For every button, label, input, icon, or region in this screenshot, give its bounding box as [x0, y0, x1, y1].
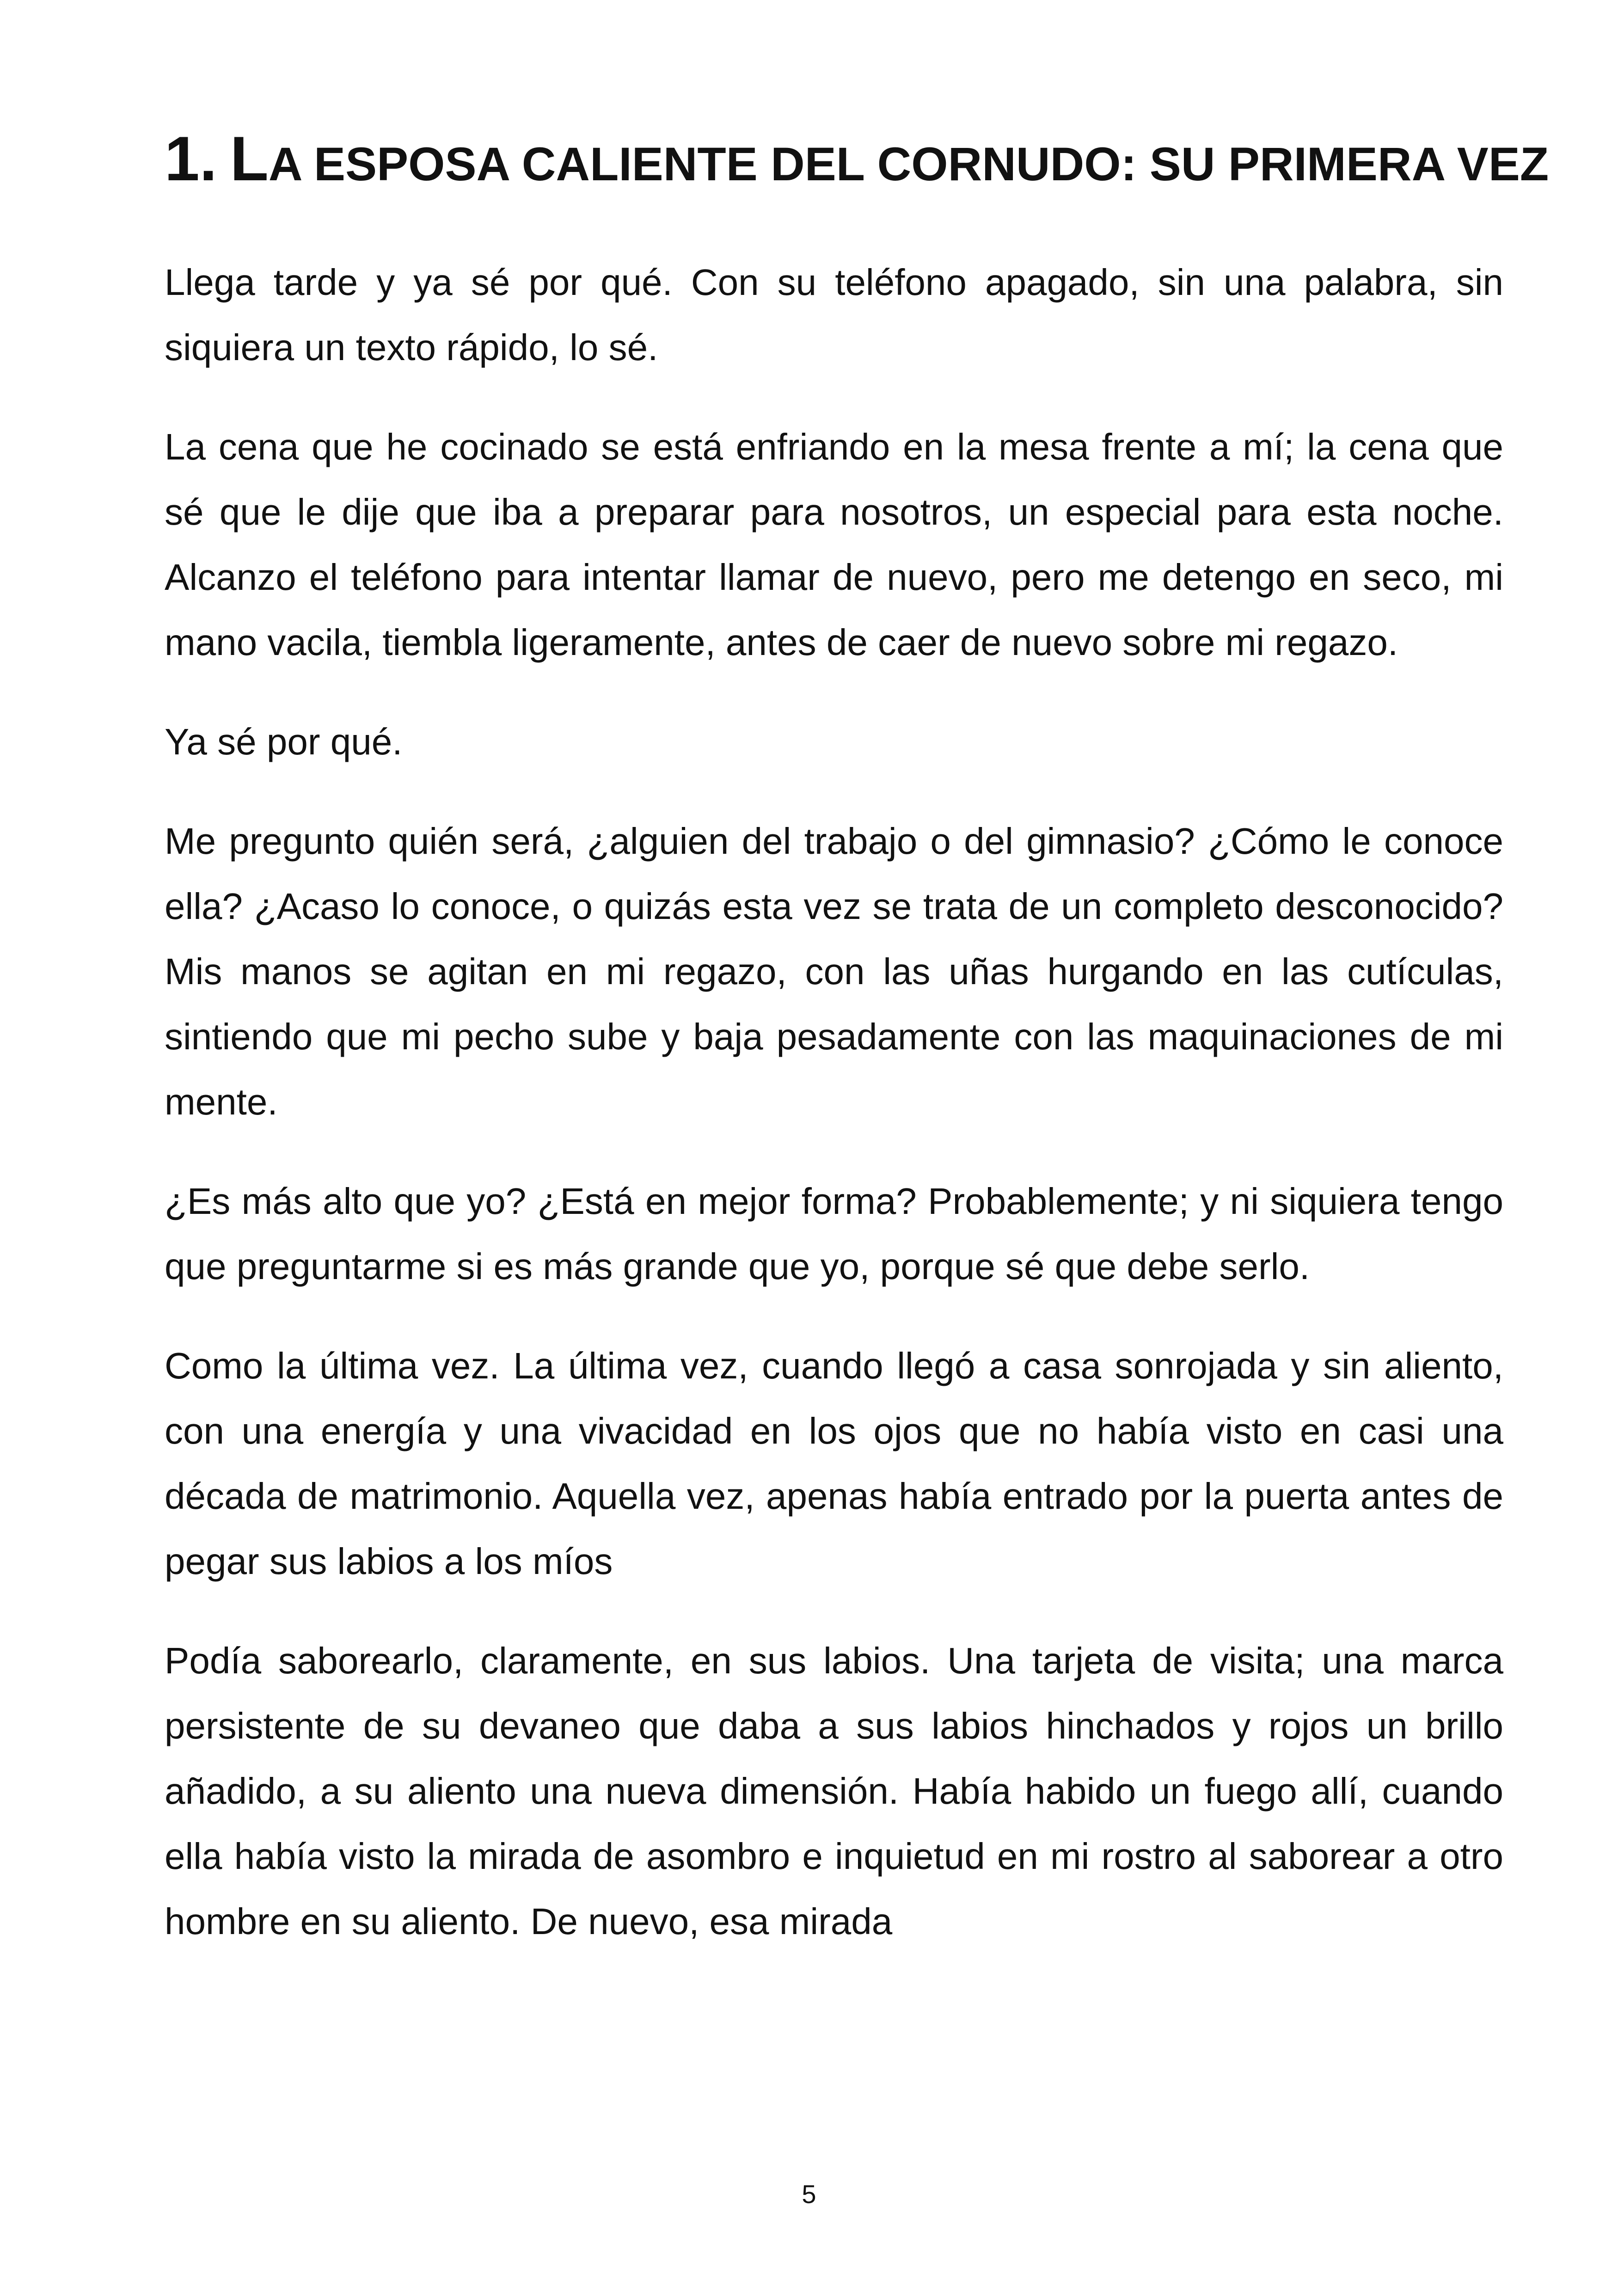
paragraph: Como la última vez. La última vez, cuando llegó a casa sonrojada y sin aliento, con una energía y una vivacidad en los ojos que no había visto en casi una década de matrimonio. Aquella vez, apenas había entrado por la puerta antes de pegar sus labios a los míos: [165, 1345, 1503, 1582]
chapter-body: [165, 250, 1503, 1988]
page-number: 5: [802, 2180, 816, 2209]
chapter-number: 1.: [165, 123, 217, 194]
chapter-title-initial: L: [230, 123, 269, 194]
paragraph: Ya sé por qué.: [165, 721, 403, 762]
chapter-title-rest: A ESPOSA CALIENTE DEL CORNUDO: SU PRIMERA VEZ: [268, 138, 1549, 190]
paragraph: Podía saborearlo, claramente, en sus labios. Una tarjeta de visita; una marca persistente de su devaneo que daba a sus labios hinchados y rojos un brillo añadido, a su aliento una nueva dimensión. Había habido un fuego allí, cuando ella había visto la mirada de asombro e inquietud en mi rostro al saborear a otro hombre en su aliento. De nuevo, esa mirada: [165, 1640, 1503, 1942]
paragraph: Me pregunto quién será, ¿alguien del trabajo o del gimnasio? ¿Cómo le conoce ella? ¿Acaso lo conoce, o quizás esta vez se trata de un completo desconocido? Mis manos se agitan en mi regazo, con las uñas hurgando en las cutículas, sintiendo que mi pecho sube y baja pesadamente con las maquinaciones de mi mente.: [165, 820, 1503, 1122]
paragraph: ¿Es más alto que yo? ¿Está en mejor forma? Probablemente; y ni siquiera tengo que preguntarme si es más grande que yo, porque sé que debe serlo.: [165, 1181, 1503, 1287]
chapter-title: [165, 123, 1549, 199]
paragraph: La cena que he cocinado se está enfriando en la mesa frente a mí; la cena que sé que le dije que iba a preparar para nosotros, un especial para esta noche. Alcanzo el teléfono para intentar llamar de nuevo, pero me detengo en seco, mi mano vacila, tiembla ligeramente, antes de caer de nuevo sobre mi regazo.: [165, 426, 1503, 663]
paragraph: Llega tarde y ya sé por qué. Con su teléfono apagado, sin una palabra, sin siquiera un texto rápido, lo sé.: [165, 262, 1503, 368]
